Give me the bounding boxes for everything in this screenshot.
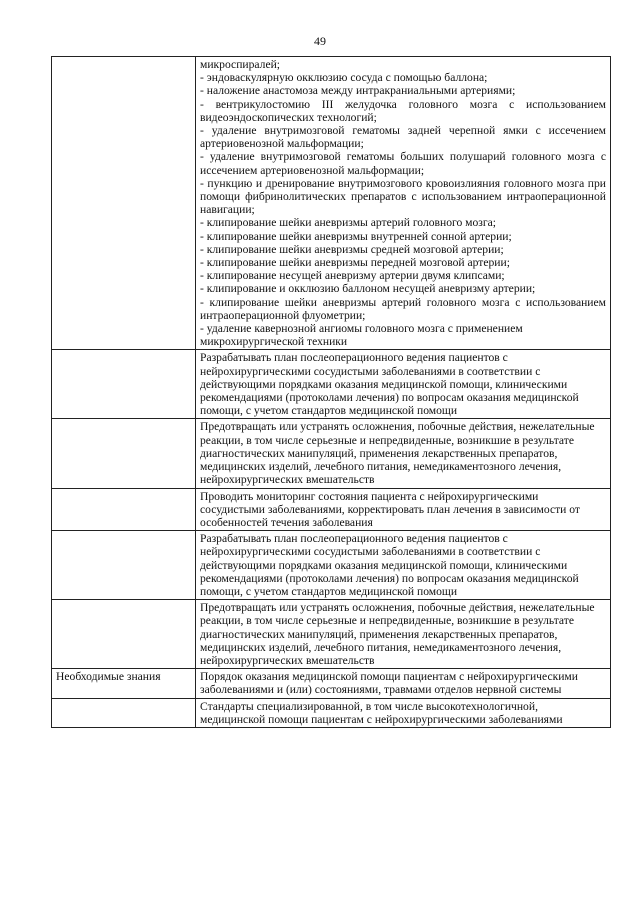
row-label: Необходимые знания <box>52 669 196 698</box>
content-line: - удаление внутримозговой гематомы задней черепной ямки с иссечением артериовенозной мальформации; <box>200 124 606 151</box>
row-content <box>196 531 611 600</box>
row-content <box>196 669 611 698</box>
content-line: - удаление внутримозговой гематомы больших полушарий головного мозга с иссечением артериовенозной мальформации; <box>200 150 606 177</box>
row-label <box>52 350 196 419</box>
table-row <box>52 350 611 419</box>
content-line: Проводить мониторинг состояния пациента с нейрохирургическими сосудистыми заболеваниями, корректировать план лечения в зависимости от особенностей течения заболевания <box>200 489 580 529</box>
table-row <box>52 419 611 488</box>
content-line: - удаление кавернозной ангиомы головного мозга с применением микрохирургической техники <box>200 322 523 349</box>
table-row <box>52 57 611 350</box>
row-content <box>196 57 611 350</box>
row-label <box>52 600 196 669</box>
page-number: 49 <box>314 34 326 48</box>
content-line: - клипирование шейки аневризмы внутренней сонной артерии; <box>200 229 512 243</box>
content-line: - клипирование несущей аневризму артерии двумя клипсами; <box>200 269 505 283</box>
content-line: - эндоваскулярную окклюзию сосуда с помощью баллона; <box>200 71 488 85</box>
content-line: Разрабатывать план послеоперационного ведения пациентов с нейрохирургическими сосудистыми заболеваниями в соответствии с действующими порядками оказания медицинской помощи, клиническими рекомендациями (протоколами лечения) по вопросам оказания медицинской помощи, с учетом стандартов медицинской помощи <box>200 532 579 598</box>
content-line: Разрабатывать план послеоперационного ведения пациентов с нейрохирургическими сосудистыми заболеваниями в соответствии с действующими порядками оказания медицинской помощи, клиническими рекомендациями (протоколами лечения) по вопросам оказания медицинской помощи, с учетом стандартов медицинской помощи <box>200 351 579 418</box>
table-row <box>52 698 611 727</box>
table-row <box>52 600 611 669</box>
table-body <box>52 57 611 728</box>
row-content <box>196 698 611 727</box>
content-line: - наложение анастомоза между интракраниальными артериями; <box>200 84 516 98</box>
row-content <box>196 419 611 488</box>
content-line: - вентрикулостомию III желудочка головного мозга с использованием видеоэндоскопических технологий; <box>200 97 606 124</box>
content-line: - клипирование шейки аневризмы артерий головного мозга; <box>200 216 497 230</box>
content-line: Предотвращать или устранять осложнения, побочные действия, нежелательные реакции, в том числе серьезные и непредвиденные, возникшие в результате диагностических манипуляций, применения лекарственных препаратов, медицинских изделий, лечебного питания, немедикаментозного лечения, нейрохирургических вмешательств <box>200 601 595 667</box>
row-label <box>52 488 196 531</box>
row-label <box>52 698 196 727</box>
content-line: Порядок оказания медицинской помощи пациентам с нейрохирургическими заболеваниями и (или) состояниями, травмами отделов нервной системы <box>200 670 578 697</box>
content-line: - клипирование шейки аневризмы артерий головного мозга с использованием интраоперационной флуометрии; <box>200 295 606 322</box>
row-label <box>52 531 196 600</box>
content-line: Предотвращать или устранять осложнения, побочные действия, нежелательные реакции, в том числе серьезные и непредвиденные, возникшие в результате диагностических манипуляций, применения лекарственных препаратов, медицинских изделий, лечебного питания, немедикаментозного лечения, нейрохирургических вмешательств <box>200 420 595 487</box>
content-line: - клипирование шейки аневризмы средней мозговой артерии; <box>200 242 504 256</box>
table-row <box>52 531 611 600</box>
row-label <box>52 57 196 350</box>
table-row <box>52 488 611 531</box>
content-line: - клипирование и окклюзию баллоном несущей аневризму артерии; <box>200 282 536 296</box>
row-content <box>196 600 611 669</box>
content-line: - клипирование шейки аневризмы передней мозговой артерии; <box>200 256 510 270</box>
row-content <box>196 488 611 531</box>
row-label <box>52 419 196 488</box>
competency-table <box>51 56 611 728</box>
content-line: Стандарты специализированной, в том числе высокотехнологичной, медицинской помощи пациентам с нейрохирургическими заболеваниями <box>200 699 563 726</box>
content-line: микроспиралей; <box>200 58 281 71</box>
table-row <box>52 669 611 698</box>
row-content <box>196 350 611 419</box>
content-line: - пункцию и дренирование внутримозгового кровоизлияния головного мозга при помощи фибринолитических препаратов с использованием интраоперационной навигации; <box>200 176 606 217</box>
